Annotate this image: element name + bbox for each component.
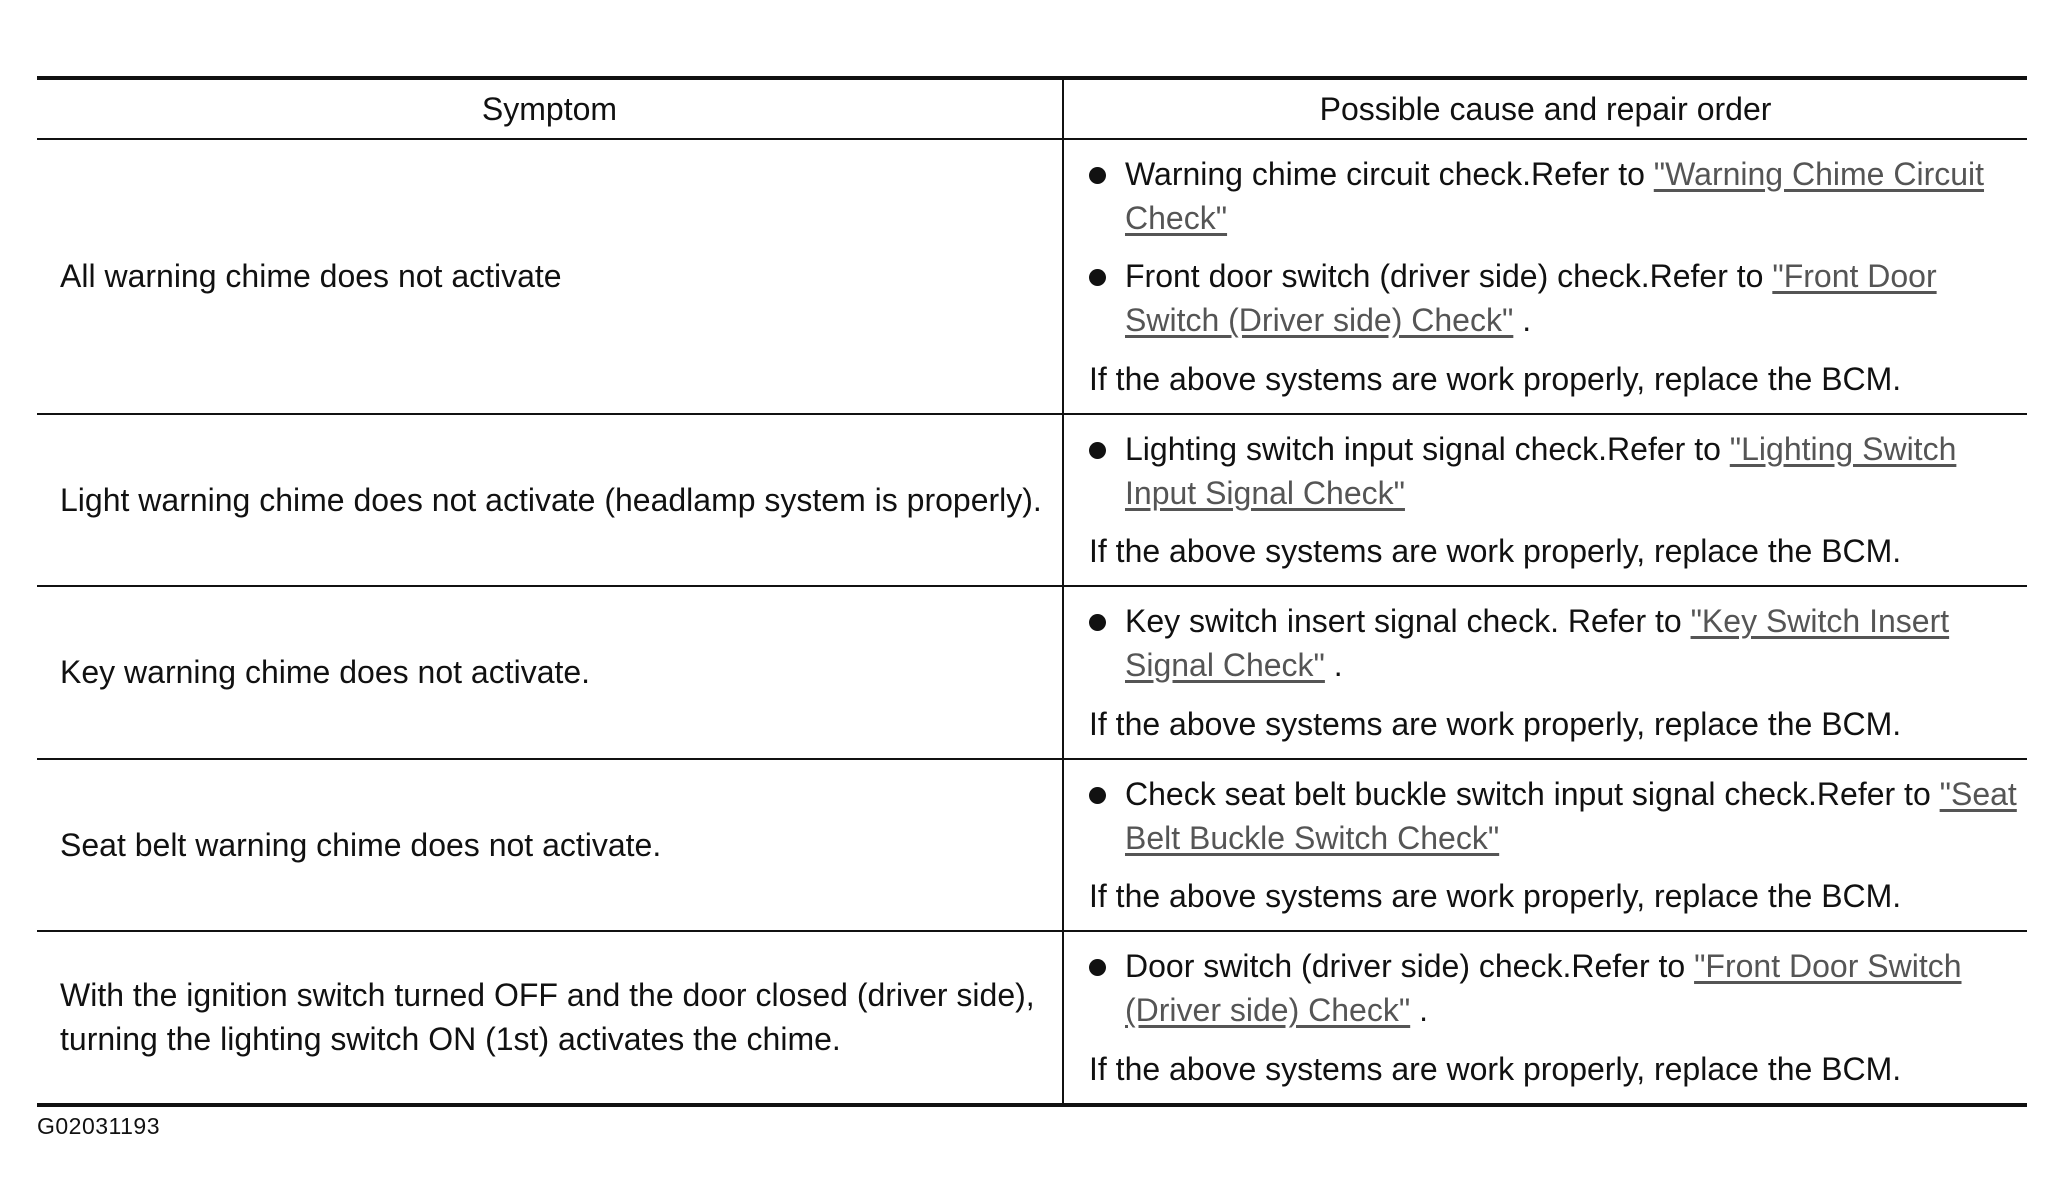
cause-item <box>1089 599 2017 687</box>
cause-list <box>1089 427 2017 515</box>
replacement-note: If the above systems are work properly, replace the BCM. <box>1089 1050 1902 1087</box>
cause-cell <box>1063 139 2027 414</box>
table-row <box>37 931 2027 1104</box>
replacement-note: If the above systems are work properly, replace the BCM. <box>1089 533 1902 570</box>
symptom-cell: With the ignition switch turned OFF and the door closed (driver side), turning the lighting switch ON (1st) activates the chime. <box>37 931 1063 1104</box>
symptom-cell: All warning chime does not activate <box>37 139 1063 414</box>
reference-link[interactable]: "Front Door Switch (Driver side) Check" <box>1125 948 1962 1029</box>
cause-suffix: . <box>1410 992 1428 1029</box>
replacement-note: If the above systems are work properly, replace the BCM. <box>1089 705 1902 742</box>
table-row <box>37 759 2027 931</box>
symptom-table <box>37 76 2027 1107</box>
cause-text: Warning chime circuit check.Refer to <box>1125 156 1654 192</box>
cause-suffix: . <box>1513 302 1532 339</box>
cause-text: Check seat belt buckle switch input signal check.Refer to <box>1125 775 1940 812</box>
bullet-icon <box>1089 167 1106 184</box>
bullet-icon <box>1089 787 1106 804</box>
cause-cell <box>1063 759 2027 931</box>
bullet-icon <box>1089 269 1106 286</box>
cause-text: Lighting switch input signal check.Refer to <box>1125 430 1730 467</box>
cause-cell <box>1063 586 2027 758</box>
reference-link[interactable]: "Front Door Switch (Driver side) Check" <box>1125 258 1937 339</box>
table-row <box>37 586 2027 758</box>
cause-text: Front door switch (driver side) check.Refer to <box>1125 258 1773 295</box>
replacement-note: If the above systems are work properly, replace the BCM. <box>1089 878 1902 915</box>
symptom-cell: Seat belt warning chime does not activate. <box>37 759 1063 931</box>
bullet-icon <box>1089 959 1106 976</box>
reference-link[interactable]: "Lighting Switch Input Signal Check" <box>1125 430 1957 511</box>
cause-item <box>1089 254 2017 342</box>
cause-cell <box>1063 414 2027 586</box>
cause-suffix: . <box>1324 647 1343 684</box>
reference-link[interactable]: "Seat Belt Buckle Switch Check" <box>1125 775 2017 856</box>
cause-list <box>1089 152 2017 343</box>
cause-list <box>1089 772 2017 860</box>
cause-item <box>1089 944 2017 1032</box>
cause-item <box>1089 427 2017 515</box>
cause-item <box>1089 772 2017 860</box>
cause-list <box>1089 599 2017 687</box>
header-possible-cause: Possible cause and repair order <box>1063 78 2027 139</box>
cause-text: Door switch (driver side) check.Refer to <box>1125 948 1695 985</box>
bullet-icon <box>1089 614 1106 631</box>
symptom-cell: Light warning chime does not activate (headlamp system is properly). <box>37 414 1063 586</box>
table-row <box>37 414 2027 586</box>
symptom-cell: Key warning chime does not activate. <box>37 586 1063 758</box>
figure-code: G02031193 <box>37 1113 161 1139</box>
cause-item <box>1089 152 2017 240</box>
reference-link[interactable]: "Key Switch Insert Signal Check" <box>1125 603 1950 684</box>
cause-text: Key switch insert signal check. Refer to <box>1125 603 1691 640</box>
cause-list <box>1089 944 2017 1032</box>
replacement-note: If the above systems are work properly, replace the BCM. <box>1089 360 1902 397</box>
reference-link[interactable]: "Warning Chime Circuit Check" <box>1125 156 1985 237</box>
cause-cell <box>1063 931 2027 1104</box>
table-row <box>37 139 2027 414</box>
header-symptom: Symptom <box>37 78 1063 139</box>
bullet-icon <box>1089 442 1106 459</box>
table-header-row <box>37 78 2027 139</box>
